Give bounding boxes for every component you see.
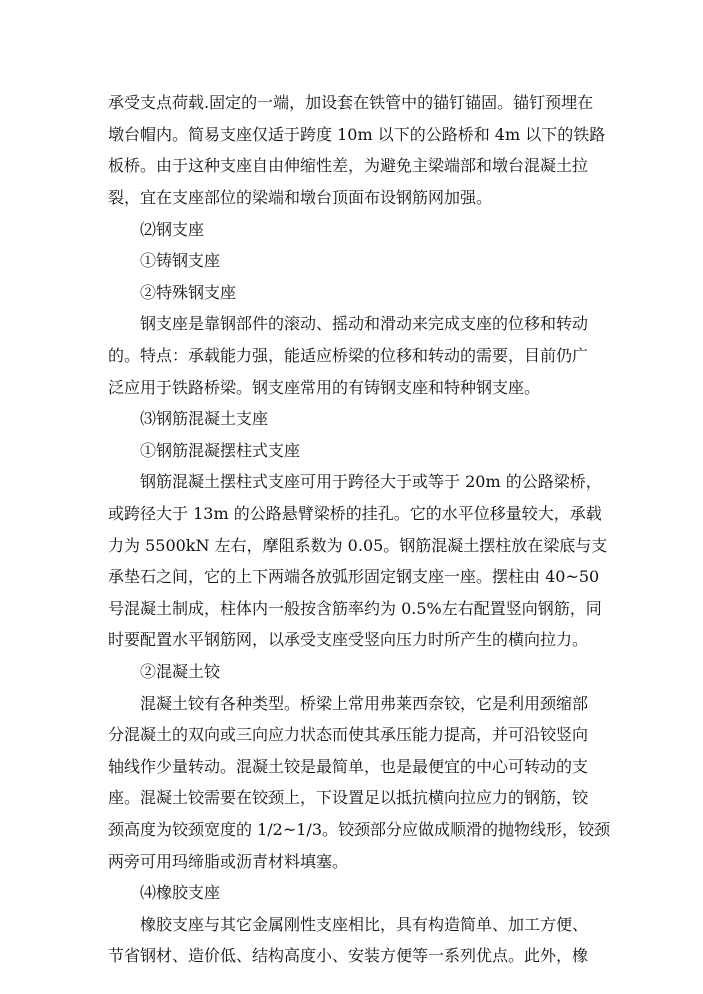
paragraph-line: 板桥。由于这种支座自由伸缩性差，为避免主梁端部和墩台混凝土拉 [108, 156, 589, 175]
paragraph-line: 分混凝土的双向或三向应力状态而使其承压能力提高，并可沿铰竖向 [108, 725, 589, 744]
paragraph-line: 承受支点荷载.固定的一端，加设套在铁管中的锚钉锚固。锚钉预埋在 [108, 93, 594, 112]
section-heading: ⑶钢筋混凝土支座 [140, 409, 269, 428]
subsection-heading: ②特殊钢支座 [140, 283, 237, 302]
paragraph-line: 承垫石之间，它的上下两端各放弧形固定钢支座一座。摆柱由 40~50 [108, 567, 600, 586]
subsection-heading: ②混凝土铰 [140, 662, 221, 681]
paragraph-line: 橡胶支座与其它金属刚性支座相比，具有构造简单、加工方便、 [140, 915, 589, 934]
paragraph-line: 颈高度为铰颈宽度的 1/2~1/3。铰颈部分应做成顺滑的抛物线形，铰颈 [108, 820, 610, 839]
paragraph-line: 或跨径大于 13m 的公路悬臂梁桥的挂孔。它的水平位移量较大，承载 [108, 504, 602, 523]
paragraph-line: 节省钢材、造价低、结构高度小、安装方便等一系列优点。此外，橡 [108, 946, 589, 965]
section-heading: ⑵钢支座 [140, 220, 205, 239]
paragraph-line: 号混凝土制成，柱体内一般按含筋率约为 0.5%左右配置竖向钢筋，同 [108, 599, 602, 618]
paragraph-line: 墩台帽内。简易支座仅适于跨度 10m 以下的公路桥和 4m 以下的铁路 [108, 125, 606, 144]
paragraph-line: 轴线作少量转动。混凝土铰是最简单，也是最便宜的中心可转动的支 [108, 757, 589, 776]
paragraph-line: 混凝土铰有各种类型。桥梁上常用弗莱西奈铰，它是利用颈缩部 [140, 694, 589, 713]
paragraph-line: 两旁可用玛缔脂或沥青材料填塞。 [108, 852, 349, 871]
paragraph-line: 力为 5500kN 左右，摩阻系数为 0.05。钢筋混凝土摆柱放在梁底与支 [108, 536, 608, 555]
paragraph-line: 座。混凝土铰需要在铰颈上，下设置足以抵抗横向拉应力的钢筋，铰 [108, 788, 589, 807]
paragraph-line: 的。特点：承载能力强，能适应桥梁的位移和转动的需要，目前仍广 [108, 346, 589, 365]
paragraph-line: 裂，宜在支座部位的梁端和墩台顶面布设钢筋网加强。 [108, 188, 493, 207]
subsection-heading: ①铸钢支座 [140, 251, 221, 270]
paragraph-line: 时要配置水平钢筋网，以承受支座受竖向压力时所产生的横向拉力。 [108, 630, 589, 649]
paragraph-line: 泛应用于铁路桥梁。钢支座常用的有铸钢支座和特种钢支座。 [108, 378, 541, 397]
subsection-heading: ①钢筋混凝摆柱式支座 [140, 441, 301, 460]
section-heading: ⑷橡胶支座 [140, 883, 221, 902]
paragraph-line: 钢支座是靠钢部件的滚动、摇动和滑动来完成支座的位移和转动 [140, 314, 589, 333]
paragraph-line: 钢筋混凝土摆柱式支座可用于跨径大于或等于 20m 的公路梁桥， [140, 472, 602, 491]
